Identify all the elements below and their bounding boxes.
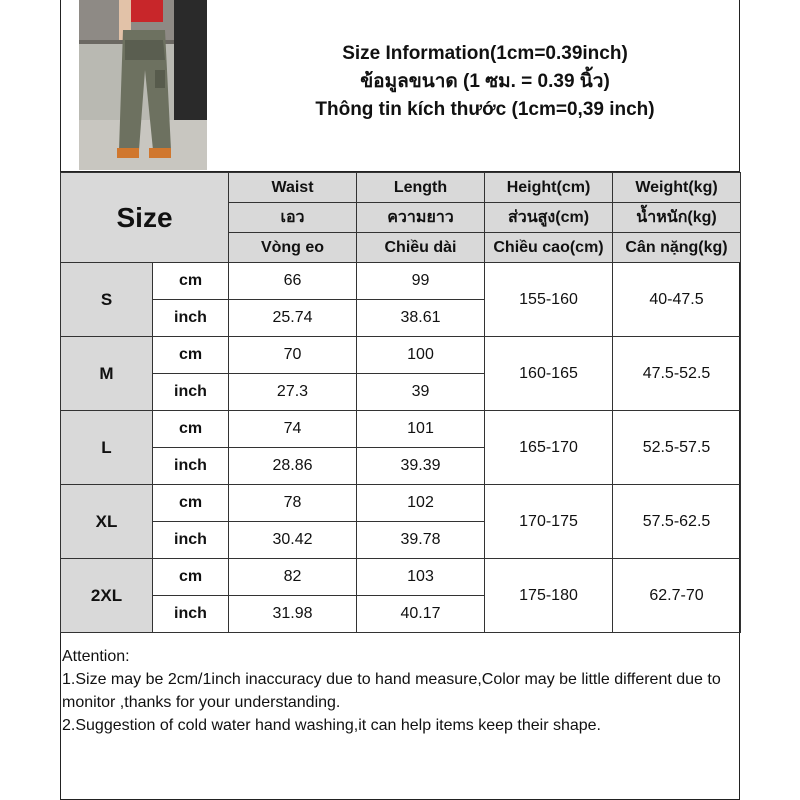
table-row xyxy=(61,485,741,522)
length-cm: 102 xyxy=(357,485,485,522)
height-range: 155-160 xyxy=(485,263,613,337)
col-waist-th: เอว xyxy=(229,203,357,233)
col-height-vi: Chiều cao(cm) xyxy=(485,233,613,263)
size-name: 2XL xyxy=(61,559,153,633)
col-weight-th: น้ำหนัก(kg) xyxy=(613,203,741,233)
height-range: 160-165 xyxy=(485,337,613,411)
waist-inch: 25.74 xyxy=(229,300,357,337)
col-height-en: Height(cm) xyxy=(485,173,613,203)
waist-cm: 74 xyxy=(229,411,357,448)
waist-inch: 28.86 xyxy=(229,448,357,485)
size-table xyxy=(60,172,741,633)
table-row xyxy=(61,559,741,596)
weight-range: 40-47.5 xyxy=(613,263,741,337)
title-vietnamese: Thông tin kích thước (1cm=0,39 inch) xyxy=(315,99,655,120)
unit-cm: cm xyxy=(153,337,229,374)
title-block xyxy=(230,40,740,124)
unit-inch: inch xyxy=(153,374,229,411)
length-cm: 101 xyxy=(357,411,485,448)
height-range: 165-170 xyxy=(485,411,613,485)
size-name: S xyxy=(61,263,153,337)
weight-range: 62.7-70 xyxy=(613,559,741,633)
col-length-vi: Chiều dài xyxy=(357,233,485,263)
length-inch: 39 xyxy=(357,374,485,411)
size-name: M xyxy=(61,337,153,411)
length-cm: 100 xyxy=(357,337,485,374)
size-name: L xyxy=(61,411,153,485)
height-range: 175-180 xyxy=(485,559,613,633)
col-waist-vi: Vòng eo xyxy=(229,233,357,263)
waist-cm: 70 xyxy=(229,337,357,374)
unit-cm: cm xyxy=(153,411,229,448)
title-thai: ข้อมูลขนาด (1 ซม. = 0.39 นิ้ว) xyxy=(360,71,610,92)
unit-inch: inch xyxy=(153,300,229,337)
unit-cm: cm xyxy=(153,485,229,522)
table-row xyxy=(61,411,741,448)
weight-range: 57.5-62.5 xyxy=(613,485,741,559)
note-2: 2.Suggestion of cold water hand washing,it can help items keep their shape. xyxy=(62,717,601,734)
table-row xyxy=(61,263,741,300)
title-english: Size Information(1cm=0.39inch) xyxy=(342,43,628,64)
col-height-th: ส่วนสูง(cm) xyxy=(485,203,613,233)
waist-cm: 82 xyxy=(229,559,357,596)
weight-range: 47.5-52.5 xyxy=(613,337,741,411)
unit-inch: inch xyxy=(153,522,229,559)
col-length-th: ความยาว xyxy=(357,203,485,233)
waist-inch: 30.42 xyxy=(229,522,357,559)
length-inch: 38.61 xyxy=(357,300,485,337)
col-waist-en: Waist xyxy=(229,173,357,203)
unit-cm: cm xyxy=(153,263,229,300)
length-inch: 39.39 xyxy=(357,448,485,485)
waist-inch: 31.98 xyxy=(229,596,357,633)
size-name: XL xyxy=(61,485,153,559)
attention-notes xyxy=(62,645,738,737)
note-1: 1.Size may be 2cm/1inch inaccuracy due to hand measure,Color may be little different due to monitor ,thanks for your understanding. xyxy=(62,671,721,711)
length-cm: 103 xyxy=(357,559,485,596)
header xyxy=(60,0,740,172)
unit-cm: cm xyxy=(153,559,229,596)
product-photo xyxy=(79,0,207,170)
waist-inch: 27.3 xyxy=(229,374,357,411)
length-inch: 39.78 xyxy=(357,522,485,559)
unit-inch: inch xyxy=(153,596,229,633)
table-row xyxy=(61,337,741,374)
length-cm: 99 xyxy=(357,263,485,300)
weight-range: 52.5-57.5 xyxy=(613,411,741,485)
length-inch: 40.17 xyxy=(357,596,485,633)
unit-inch: inch xyxy=(153,448,229,485)
col-weight-vi: Cân nặng(kg) xyxy=(613,233,741,263)
col-length-en: Length xyxy=(357,173,485,203)
size-header: Size xyxy=(61,173,229,263)
height-range: 170-175 xyxy=(485,485,613,559)
waist-cm: 66 xyxy=(229,263,357,300)
waist-cm: 78 xyxy=(229,485,357,522)
col-weight-en: Weight(kg) xyxy=(613,173,741,203)
notes-heading: Attention: xyxy=(62,648,130,665)
